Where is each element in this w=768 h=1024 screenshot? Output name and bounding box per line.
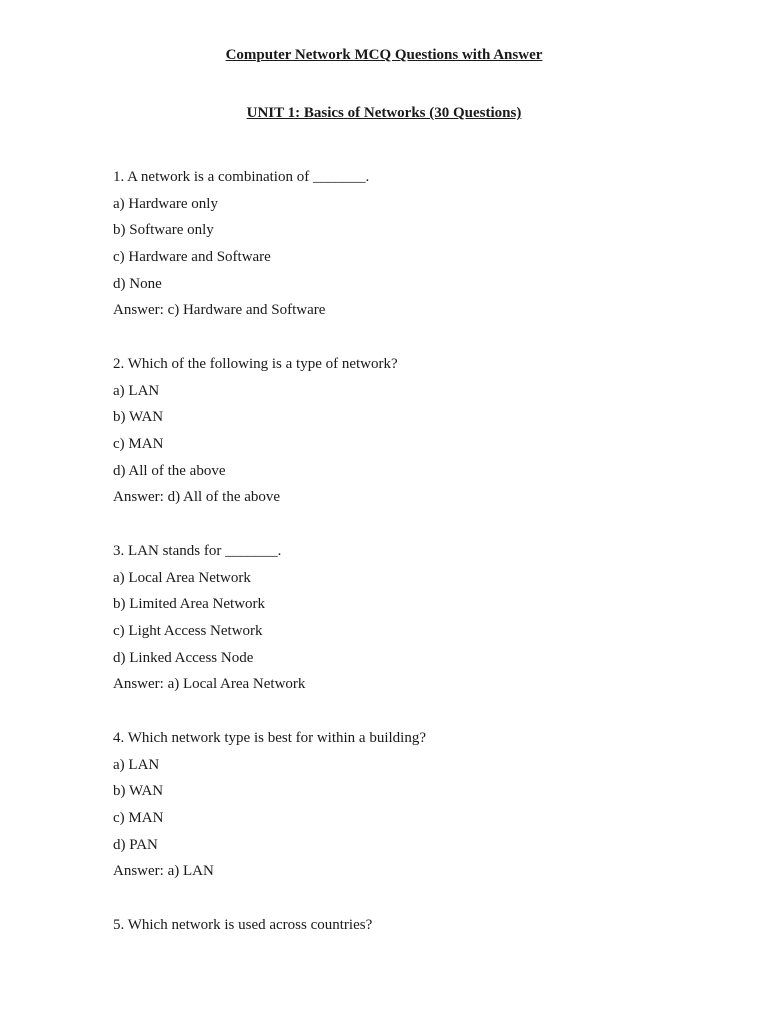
option-a: a) LAN: [113, 382, 160, 399]
answer-line: Answer: a) LAN: [113, 863, 214, 880]
option-b: b) Software only: [113, 222, 214, 239]
option-d: d) PAN: [113, 836, 158, 853]
option-b: b) WAN: [113, 409, 164, 426]
question-text: 2. Which of the following is a type of network?: [113, 356, 398, 372]
question-text: 1. A network is a combination of _______.: [113, 169, 370, 185]
question-1: [113, 168, 673, 328]
unit-heading: UNIT 1: Basics of Networks (30 Questions): [246, 105, 522, 121]
document-title: Computer Network MCQ Questions with Answer: [225, 47, 543, 63]
option-d: d) None: [113, 275, 162, 292]
option-a: a) Hardware only: [113, 195, 218, 212]
option-c: c) Light Access Network: [113, 623, 263, 640]
question-2: [113, 355, 673, 515]
option-c: c) MAN: [113, 810, 164, 827]
option-a: a) LAN: [113, 756, 160, 773]
option-d: d) Linked Access Node: [113, 649, 254, 666]
option-b: b) Limited Area Network: [113, 596, 266, 613]
answer-line: Answer: d) All of the above: [113, 489, 281, 506]
question-text: 3. LAN stands for _______.: [113, 543, 282, 559]
option-a: a) Local Area Network: [113, 569, 251, 586]
question-5: [113, 916, 673, 943]
question-text: 4. Which network type is best for within a building?: [113, 730, 427, 746]
answer-line: Answer: a) Local Area Network: [113, 676, 306, 693]
option-c: c) Hardware and Software: [113, 249, 271, 266]
answer-line: Answer: c) Hardware and Software: [113, 302, 326, 319]
option-d: d) All of the above: [113, 462, 226, 479]
option-b: b) WAN: [113, 783, 164, 800]
question-text: 5. Which network is used across countries?: [113, 917, 373, 933]
question-3: [113, 542, 673, 702]
option-c: c) MAN: [113, 436, 164, 453]
question-4: [113, 729, 673, 889]
